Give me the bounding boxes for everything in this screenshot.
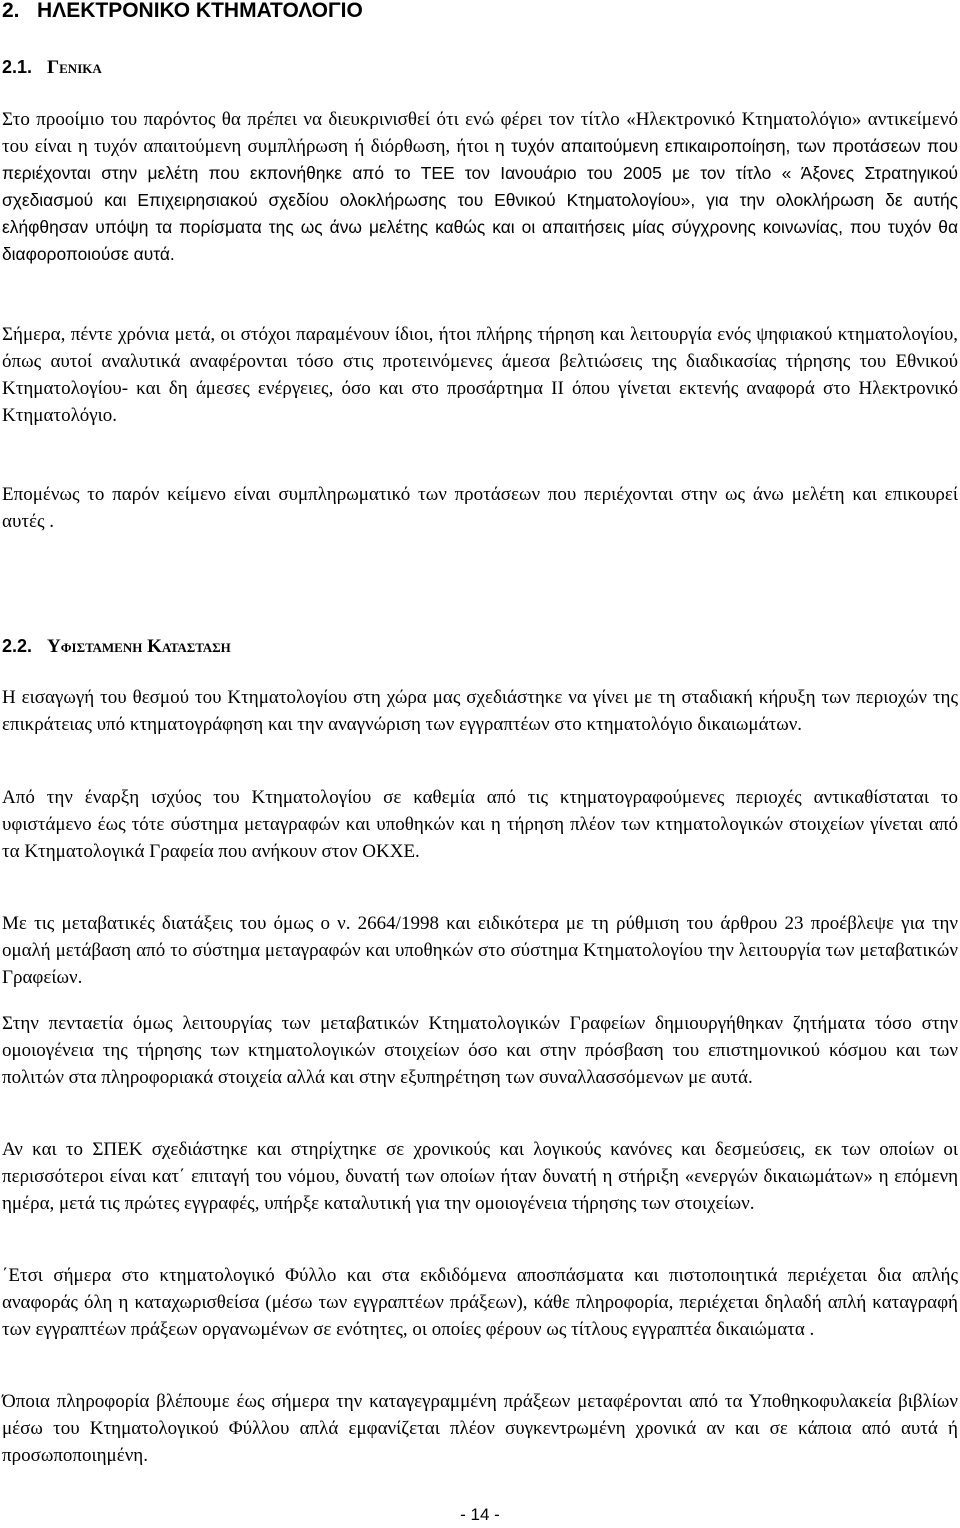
paragraph-general-3: Επομένως το παρόν κείμενο είναι συμπληρωματικό των προτάσεων που περιέχονται στην ως άνω μελέτη και επικουρεί αυτές . — [2, 484, 958, 532]
subsection-heading-general — [2, 55, 102, 80]
section-title: ΗΛΕΚΤΡΟΝΙΚΟ ΚΤΗΜΑΤΟΛΟΓΙΟ — [37, 0, 363, 22]
subsection-title: Γενικα — [47, 57, 102, 78]
subsection-heading-current-situation — [2, 634, 231, 659]
paragraph-current-6: ΄Ετσι σήμερα στο κτηματολογικό Φύλλο και στα εκδιδόμενα αποσπάσματα και πιστοποιητικά περιέχεται δια απλής αναφοράς όλη η καταχωρισθείσα (μέσω των εγγραπτέων πράξεων), κάθε πληροφορία, περιέχεται δηλαδή απλή καταγραφή των εγγραπτέων πράξεων οργανωμένων σε ενότητες, οι οποίες φέρουν ως τίτλους εγγραπτέα δικαιώματα . — [2, 1265, 958, 1340]
paragraph-current-1: Η εισαγωγή του θεσμού του Κτηματολογίου στη χώρα μας σχεδιάστηκε να γίνει με τη σταδιακή κήρυξη των περιοχών της επικράτειας υπό κτηματογράφηση και την αναγνώριση των εγγραπτέων στο κτηματολόγιο δικαιωμάτων. — [2, 687, 958, 735]
subsection-number: 2.2. — [2, 636, 33, 656]
paragraph-general-1 — [2, 106, 958, 268]
paragraph-current-3: Με τις μεταβατικές διατάξεις του όμως ο ν. 2664/1998 και ειδικότερα με τη ρύθμιση του άρθρου 23 προέβλεψε για την ομαλή μετάβαση από το σύστημα μεταγραφών και υποθηκών στο σύστημα Κτηματολογίου την λειτουργία των μεταβατικών Γραφείων. — [2, 913, 958, 988]
paragraph-current-2: Από την έναρξη ισχύος του Κτηματολογίου σε καθεμία από τις κτηματογραφούμενες περιοχές αντικαθίσταται το υφιστάμενο έως τότε σύστημα μεταγραφών και υποθηκών και η τήρηση πλέον των κτηματολογικών στοιχείων γίνεται από τα Κτηματολογικά Γραφεία που ανήκουν στον ΟΚΧΕ. — [2, 787, 958, 862]
paragraph-general-1-sans: τυχόν απαιτούμενη επικαιροποίηση, των προτάσεων που περιέχονται στην μελέτη που εκπονήθηκε από το ΤΕΕ τον Ιανουάριο του 2005 με τον τίτλο « Άξονες Στρατηγικού σχεδιασμού και Επιχειρησιακού σχεδίου ολοκλήρωσης του Εθνικού Κτηματολογίου», για την ολοκλήρωση δε αυτής ελήφθησαν υπόψη τα πορίσματα της ως άνω μελέτης καθώς και οι απαιτήσεις μίας σύγχρονης κοινωνίας, που τυχόν θα διαφοροποιούσε αυτά. — [2, 136, 958, 264]
section-heading-electronic-cadastre — [2, 0, 363, 24]
paragraph-general-1-serif: Στο προοίμιο του παρόντος θα πρέπει να διευκρινισθεί ότι ενώ φέρει τον τίτλο «Ηλεκτρονικό Κτηματολόγιο» αντικείμενό του είναι η τυχόν απαιτούμενη συμπλήρωση ή διόρθωση, ήτοι η — [2, 109, 958, 157]
subsection-title: Υφισταμενη Κατασταση — [47, 636, 231, 657]
paragraph-current-7: Όποια πληροφορία βλέπουμε έως σήμερα την καταγεγραμμένη πράξεων μεταφέρονται από τα Υποθηκοφυλακεία βιβλίων μέσω του Κτηματολογικού Φύλλου απλά εμφανίζεται πλέον συγκεντρωμένη χρονικά αν και σε κάποια από αυτά ή προσωποποιημένη. — [2, 1391, 958, 1466]
page-number: - 14 - — [460, 1505, 500, 1524]
section-number: 2. — [2, 0, 20, 22]
paragraph-general-2: Σήμερα, πέντε χρόνια μετά, οι στόχοι παραμένουν ίδιοι, ήτοι πλήρης τήρηση και λειτουργία ενός ψηφιακού κτηματολογίου, όπως αυτοί αναλυτικά αναφέρονται τόσο στις προτεινόμενες άμεσα βελτιώσεις της διαδικασίας τήρησης του Εθνικού Κτηματολογίου- και δη άμεσες ενέργειες, όσο και στο προσάρτημα ΙΙ όπου γίνεται εκτενής αναφορά στο Ηλεκτρονικό Κτηματολόγιο. — [2, 324, 958, 426]
paragraph-current-5: Αν και το ΣΠΕΚ σχεδιάστηκε και στηρίχτηκε σε χρονικούς και λογικούς κανόνες και δεσμεύσεις, εκ των οποίων οι περισσότεροι είναι κατ΄ επιταγή του νόμου, δυνατή των οποίων ήταν δυνατή η στήριξη «ενεργών δικαιωμάτων» η επόμενη ημέρα, μετά τις πρώτες εγγραφές, υπήρξε καταλυτική για την ομοιογένεια τήρησης των στοιχείων. — [2, 1139, 958, 1214]
subsection-number: 2.1. — [2, 57, 33, 77]
paragraph-current-4: Στην πενταετία όμως λειτουργίας των μεταβατικών Κτηματολογικών Γραφείων δημιουργήθηκαν ζητήματα τόσο στην ομοιογένεια της τήρησης των κτηματολογικών στοιχείων όσο και στην πρόσβαση του επιστημονικού κόσμου και των πολιτών στα πληροφοριακά στοιχεία αλλά και στην εξυπηρέτηση των συναλλασσόμενων με αυτά. — [2, 1013, 958, 1088]
